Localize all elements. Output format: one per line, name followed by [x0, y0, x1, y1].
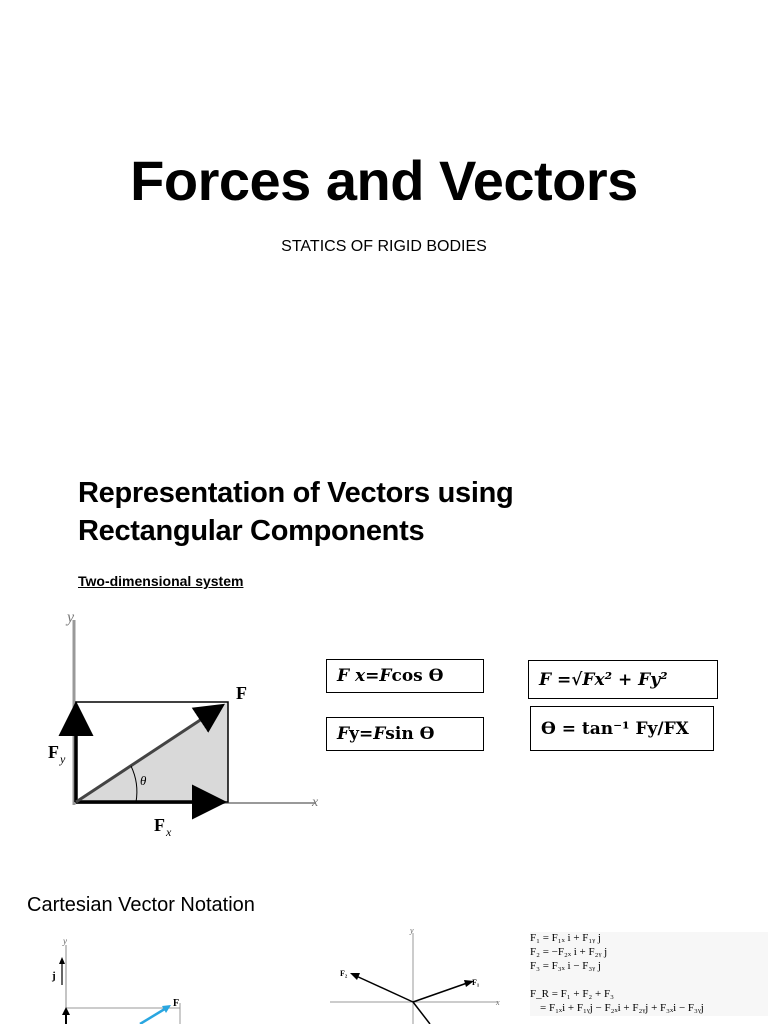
- mid-fig-f2-label: F₂: [340, 969, 348, 978]
- fy-label: F: [48, 742, 59, 762]
- mid-fig-f1-label: F₁: [472, 978, 480, 987]
- force-label: F: [236, 683, 247, 703]
- fy-eq-rhs: sin ϴ: [385, 724, 435, 744]
- section-heading: Representation of Vectors using Rectangular Components: [78, 477, 514, 547]
- fx-subscript: x: [166, 825, 172, 839]
- formula-line: F₂ = −F₂ₓ i + F₂ᵧ j: [530, 946, 608, 958]
- slide-subtitle: STATICS OF RIGID BODIES: [281, 238, 487, 255]
- left-fig-j-label: j: [52, 970, 56, 982]
- fx-eq-rhs-f: F: [379, 666, 392, 686]
- fx-eq-lhs: F: [337, 666, 350, 686]
- vector-components-diagram: [40, 600, 330, 845]
- fy-eq-lhs: F: [337, 724, 350, 744]
- formula-line: = F₁ₓi + F₁ᵧj − F₂ₓi + F₂ᵧj + F₃ₓi − F₃ᵧj: [540, 1002, 704, 1014]
- fx-eq-var: x: [355, 666, 366, 686]
- mid-fig-x-label: x: [496, 998, 500, 1007]
- fy-subscript: y: [60, 752, 66, 766]
- formula-line: F₁ = F₁ₓ i + F₁ᵧ j: [530, 932, 601, 944]
- formula-line: F₃ = F₃ₓ i − F₃ᵧ j: [530, 960, 601, 972]
- magnitude-equation-box: [528, 660, 718, 699]
- cartesian-formulas: [530, 932, 768, 1016]
- cartesian-figure-left: [40, 935, 200, 1024]
- fx-eq-rhs: cos ϴ: [391, 666, 444, 686]
- fx-label: F: [154, 815, 165, 835]
- left-fig-y-label: y: [63, 936, 67, 946]
- angle-label: θ: [140, 773, 147, 788]
- formula-line: F_R = F₁ + F₂ + F₃: [530, 988, 614, 1000]
- cartesian-figure-middle: [330, 925, 510, 1024]
- left-fig-f-label: F: [173, 998, 180, 1009]
- slide-title: Forces and Vectors: [130, 149, 638, 212]
- fx-eq-equals: =: [365, 666, 380, 686]
- magnitude-equation: F =√Fx² + Fy²: [539, 669, 668, 690]
- angle-equation-box: [530, 706, 714, 751]
- fy-eq-equals: =: [358, 724, 374, 744]
- y-axis-label: y: [67, 609, 75, 626]
- fx-equation-box: [326, 659, 484, 693]
- fy-eq-var: y: [349, 724, 359, 744]
- mid-fig-y-label: y: [410, 926, 414, 935]
- fy-eq-rhs-f: F: [373, 724, 386, 744]
- fy-equation-box: [326, 717, 484, 751]
- angle-equation: ϴ = tan⁻¹ Fy/FX: [541, 718, 689, 739]
- x-axis-label: x: [312, 795, 319, 810]
- cartesian-heading: Cartesian Vector Notation: [27, 894, 255, 916]
- section-subheading: Two-dimensional system: [78, 573, 244, 589]
